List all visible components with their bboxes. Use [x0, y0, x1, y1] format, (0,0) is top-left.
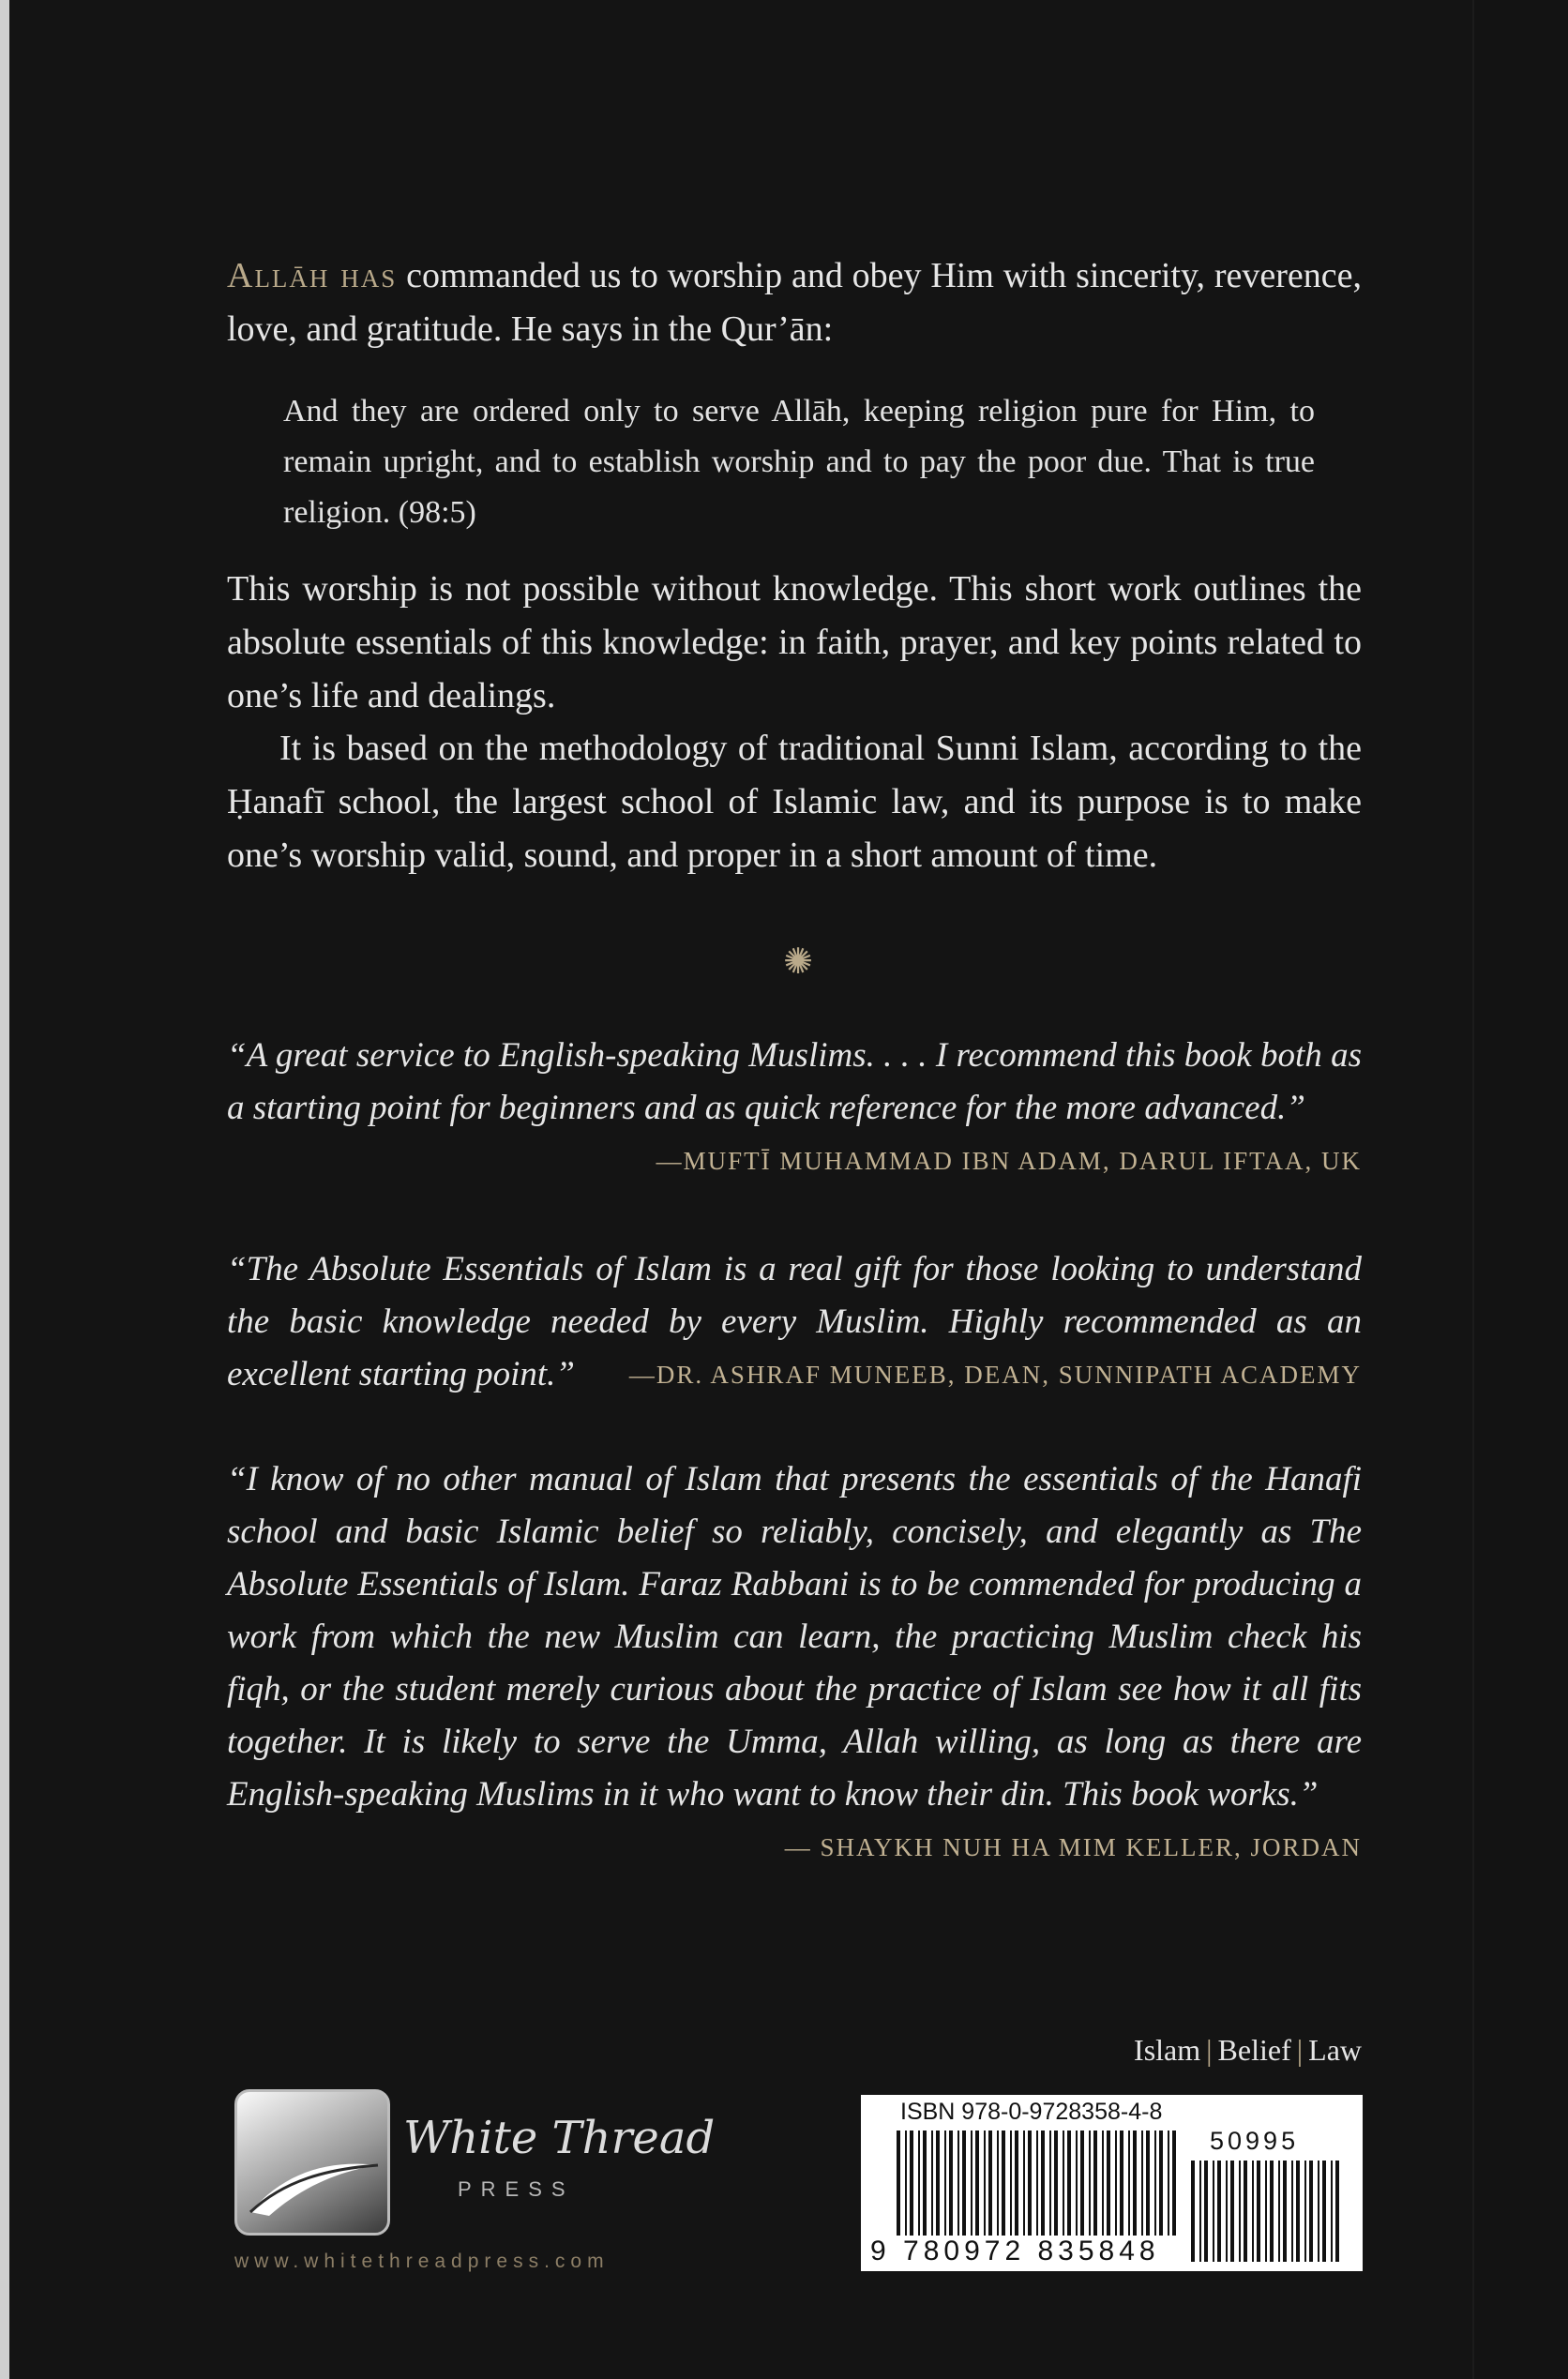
quran-quote: And they are ordered only to serve Allāh, keeping religion pure for Him, to remain upright, and to establish worship and to pay the poor due. That is true religion. (98:5): [283, 394, 1315, 530]
ean-digits: 9 780972 835848: [870, 2236, 1160, 2266]
book-spine: [1472, 0, 1568, 2379]
publisher-press: PRESS: [458, 2177, 575, 2201]
category-law: Law: [1308, 2033, 1362, 2067]
intro-lead: Allāh has: [227, 256, 398, 295]
review-attribution: —MUFTĪ MUHAMMAD IBN ADAM, DARUL IFTAA, UK: [656, 1147, 1362, 1175]
publisher-name: White Thread: [403, 2112, 716, 2164]
description-paragraph-2: It is based on the methodology of traditional Sunni Islam, according to the Ḥanafī school, the largest school of Islamic law, and its purpose is to make one’s worship valid, sound, and proper in a short amount of time.: [227, 729, 1362, 875]
review-1: [227, 1030, 1362, 1187]
review-quote: “I know of no other manual of Islam that presents the essentials of the Hanafi school and basic Islamic belief so reliably, concisely, and elegantly as The Absolute Essentials of Islam. Faraz Rabbani is to be commended for producing a work from which the new Muslim can learn, the practicing Muslim check his fiqh, or the student merely curious about the practice of Islam see how it all fits together. It is likely to serve the Umma, Allah willing, as long as there are English-speaking Muslims in it who want to know their din. This book works.”: [227, 1460, 1362, 1814]
category-belief: Belief: [1217, 2033, 1291, 2067]
price-code: 50995: [1210, 2127, 1300, 2155]
intro-text: commanded us to worship and obey Him with sincerity, reverence, love, and gratitude. He says in the Qur’ān:: [227, 256, 1362, 349]
category-separator: |: [1296, 2033, 1304, 2067]
description-paragraph-1: This worship is not possible without knowledge. This short work outlines the absolute essentials of this knowledge: in faith, prayer, and key points related to one’s life and dealings.: [227, 569, 1362, 715]
category-islam: Islam: [1134, 2033, 1201, 2067]
publisher-website: www.whitethreadpress.com: [234, 2251, 610, 2272]
book-back-cover: [9, 0, 1472, 2379]
thread-swoosh-icon: [237, 2092, 387, 2233]
ornament-icon: ✺: [783, 941, 813, 982]
review-3: [227, 1453, 1362, 1874]
subject-categories: [1088, 2033, 1362, 2068]
review-quote: “A great service to English-speaking Muslims. . . . I recommend this book both as a starting point for beginners and as quick reference for the more advanced.”: [227, 1036, 1362, 1127]
review-attribution: —DR. ASHRAF MUNEEB, DEAN, SUNNIPATH ACADEMY: [628, 1361, 1362, 1389]
page-edge: [0, 0, 9, 2379]
review-attribution: — SHAYKH NUH HA MIM KELLER, JORDAN: [784, 1833, 1362, 1861]
intro-paragraph: [227, 249, 1362, 356]
isbn-label: ISBN 978-0-9728358-4-8: [900, 2099, 1163, 2125]
review-2: [227, 1243, 1362, 1401]
review-quote: “The Absolute Essentials of Islam is a real gift for those looking to understand the basic knowledge needed by every Muslim. Highly recommended as an excellent starting point.”: [227, 1250, 1362, 1393]
publisher-logo: [234, 2089, 390, 2236]
category-separator: |: [1206, 2033, 1213, 2067]
isbn-barcode: [861, 2095, 1363, 2271]
